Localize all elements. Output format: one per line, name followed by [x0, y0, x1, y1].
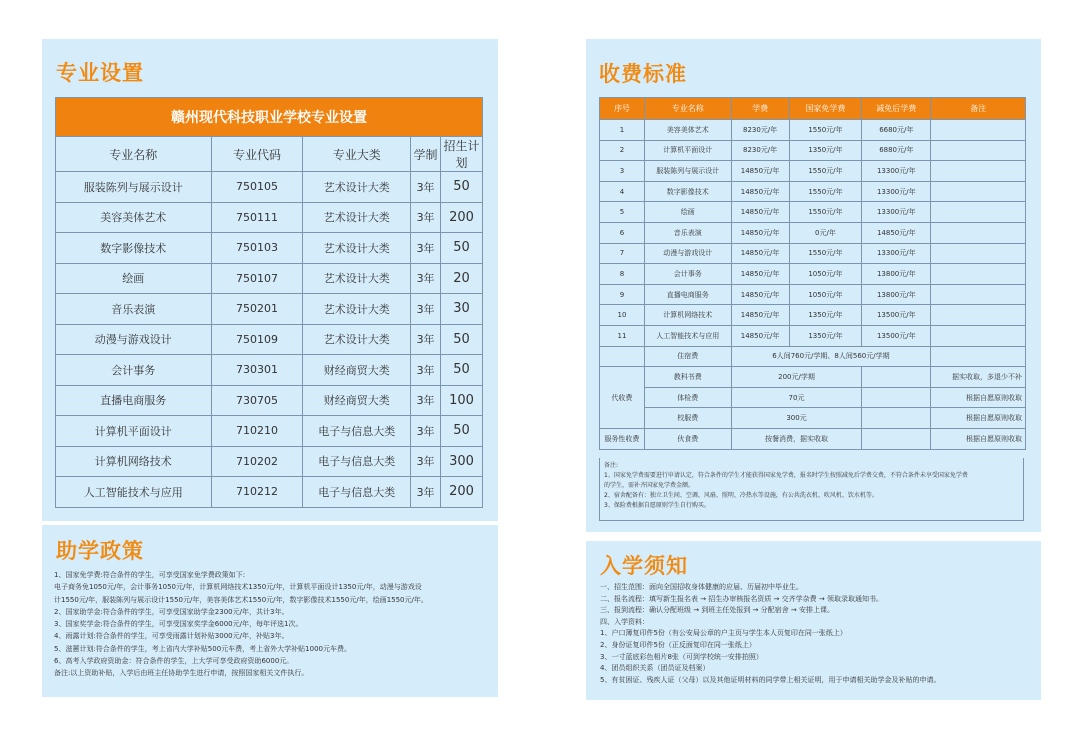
fee-major: 动漫与游戏设计 — [644, 243, 731, 264]
aid-policy-title: 助学政策 — [56, 539, 144, 563]
major-duration: 3年 — [411, 263, 441, 294]
major-code: 710210 — [211, 416, 303, 447]
fee-note-line: 3、保险费根据自愿原则学生自行购买。 — [604, 502, 710, 509]
fee-index: 9 — [600, 284, 645, 305]
fee-tuition: 8230元/年 — [731, 120, 789, 141]
fee-remark — [931, 161, 1026, 182]
fee-tuition: 14850元/年 — [731, 305, 789, 326]
fee-exemption: 1350元/年 — [789, 140, 862, 161]
fee-note-line: 2、宿舍配备有：独立卫生间、空调、风扇、照明、冷热水等设施，有公共洗衣机、吹风机、饮水机等。 — [604, 492, 878, 499]
major-quota: 100 — [441, 385, 483, 416]
fee-remark — [931, 222, 1026, 243]
fee-remark — [931, 181, 1026, 202]
majors-table — [55, 97, 483, 508]
major-category: 艺术设计大类 — [303, 324, 411, 355]
major-code: 750201 — [211, 294, 303, 325]
fee-row — [600, 202, 1026, 223]
fee-remark — [931, 243, 1026, 264]
fee-index: 10 — [600, 305, 645, 326]
major-duration: 3年 — [411, 355, 441, 386]
service-row — [600, 428, 1026, 449]
fee-net: 13800元/年 — [862, 264, 931, 285]
fee-major: 绘画 — [644, 202, 731, 223]
major-quota: 20 — [441, 263, 483, 294]
major-name: 绘画 — [56, 263, 212, 294]
fee-row — [600, 264, 1026, 285]
lodging-row — [600, 346, 1026, 367]
fee-row — [600, 120, 1026, 141]
major-quota: 50 — [441, 416, 483, 447]
major-category: 艺术设计大类 — [303, 294, 411, 325]
fee-remark — [931, 325, 1026, 346]
fee-major: 计算机平面设计 — [644, 140, 731, 161]
fee-exemption: 1550元/年 — [789, 243, 862, 264]
major-code: 750107 — [211, 263, 303, 294]
fee-major: 美容美体艺术 — [644, 120, 731, 141]
fee-net: 6680元/年 — [862, 120, 931, 141]
fee-row — [600, 284, 1026, 305]
major-category: 电子与信息大类 — [303, 446, 411, 477]
aid-policy-line: 3、国家奖学金:符合条件的学生，可享受国家奖学金6000元/年，每年评选1次。 — [54, 620, 303, 629]
fee-major: 会计事务 — [644, 264, 731, 285]
header-cell: 减免后学费 — [862, 98, 931, 120]
fee-major: 数字影像技术 — [644, 181, 731, 202]
fee-index: 3 — [600, 161, 645, 182]
major-duration: 3年 — [411, 202, 441, 233]
major-row — [56, 233, 483, 264]
major-category: 艺术设计大类 — [303, 202, 411, 233]
fee-row — [600, 222, 1026, 243]
fee-net: 13300元/年 — [862, 181, 931, 202]
fee-exemption: 1550元/年 — [789, 181, 862, 202]
fee-row — [600, 181, 1026, 202]
major-row — [56, 172, 483, 203]
fee-row — [600, 325, 1026, 346]
major-quota: 300 — [441, 446, 483, 477]
major-duration: 3年 — [411, 385, 441, 416]
aid-policy-line: 备注:以上资助补贴，入学后由班主任协助学生进行申请，按照国家相关文件执行。 — [54, 669, 309, 678]
major-row — [56, 202, 483, 233]
major-quota: 50 — [441, 172, 483, 203]
fee-tuition: 14850元/年 — [731, 222, 789, 243]
majors-header-row — [56, 137, 483, 172]
fee-tuition: 14850元/年 — [731, 181, 789, 202]
fee-tuition: 8230元/年 — [731, 140, 789, 161]
enrollment-line: 4、团员组织关系（团员证及档案） — [600, 664, 710, 673]
fee-item-note: 根据自愿原则收取 — [931, 387, 1026, 408]
header-cell: 序号 — [600, 98, 645, 120]
major-duration: 3年 — [411, 477, 441, 508]
fee-index: 11 — [600, 325, 645, 346]
fee-index: 1 — [600, 120, 645, 141]
major-row — [56, 477, 483, 508]
service-label: 服务性收费 — [600, 428, 645, 449]
fee-index: 2 — [600, 140, 645, 161]
major-category: 财经商贸大类 — [303, 385, 411, 416]
major-category: 电子与信息大类 — [303, 416, 411, 447]
enrollment-line: 5、有贫困证、残疾人证（父母）以及其他证明材料的同学带上相关证明，用于申请相关助学金及补贴的申请。 — [600, 675, 941, 684]
major-category: 电子与信息大类 — [303, 477, 411, 508]
major-row — [56, 263, 483, 294]
daishou-row — [600, 367, 1026, 388]
major-duration: 3年 — [411, 294, 441, 325]
fee-item-value: 300元 — [731, 408, 862, 429]
aid-policy-line: 2、国家助学金:符合条件的学生，可享受国家助学金2300元/年，共计3年。 — [54, 607, 289, 616]
major-code: 750111 — [211, 202, 303, 233]
fee-net: 13300元/年 — [862, 202, 931, 223]
major-name: 动漫与游戏设计 — [56, 324, 212, 355]
fees-notes — [599, 458, 1024, 521]
major-quota: 30 — [441, 294, 483, 325]
aid-policy-line: 4、雨露计划:符合条件的学生，可享受雨露计划补贴3000元/年，补贴3年。 — [54, 632, 289, 641]
header-cell: 学费 — [731, 98, 789, 120]
major-category: 财经商贸大类 — [303, 355, 411, 386]
major-code: 710202 — [211, 446, 303, 477]
daishou-row — [600, 408, 1026, 429]
fee-exemption: 1350元/年 — [789, 305, 862, 326]
major-name: 服装陈列与展示设计 — [56, 172, 212, 203]
major-row — [56, 355, 483, 386]
major-row — [56, 385, 483, 416]
fees-title: 收费标准 — [599, 62, 687, 86]
fee-row — [600, 140, 1026, 161]
fee-index: 4 — [600, 181, 645, 202]
enrollment-line: 一、招生范围：面向全国招收身体健康的应届、历届初中毕业生。 — [600, 583, 803, 591]
fee-item-name: 体检费 — [644, 387, 731, 408]
fee-exemption: 1550元/年 — [789, 161, 862, 182]
fee-note-line: 备注: — [604, 462, 619, 469]
fee-exemption: 1550元/年 — [789, 120, 862, 141]
enrollment-text — [600, 582, 940, 686]
fee-net: 13300元/年 — [862, 161, 931, 182]
daishou-label: 代收费 — [600, 367, 645, 429]
major-code: 730301 — [211, 355, 303, 386]
major-name: 数字影像技术 — [56, 233, 212, 264]
major-category: 艺术设计大类 — [303, 172, 411, 203]
fee-row — [600, 243, 1026, 264]
major-name: 人工智能技术与应用 — [56, 477, 212, 508]
fee-index: 5 — [600, 202, 645, 223]
fee-net: 13800元/年 — [862, 284, 931, 305]
major-quota: 50 — [441, 233, 483, 264]
aid-policy-text — [54, 569, 428, 680]
fee-major: 计算机网络技术 — [644, 305, 731, 326]
fee-exemption: 1050元/年 — [789, 264, 862, 285]
fee-exemption: 1050元/年 — [789, 284, 862, 305]
fee-item-value: 70元 — [731, 387, 862, 408]
majors-table-caption: 赣州现代科技职业学校专业设置 — [56, 98, 483, 137]
enrollment-line: 二、报名流程：填写新生报名表 → 招生办审核报名资质 → 交齐学杂费 → 领取录取通知书。 — [600, 594, 883, 603]
major-duration: 3年 — [411, 172, 441, 203]
aid-policy-line: 计1550元/年，服装陈列与展示设计1550元/年，美容美体艺术1550元/年，数字影像技术1550元/年，绘画1550元/年。 — [54, 595, 428, 604]
fee-row — [600, 305, 1026, 326]
fee-item-note: 根据自愿原则收取 — [931, 408, 1026, 429]
fee-major: 人工智能技术与应用 — [644, 325, 731, 346]
aid-policy-line: 1、国家免学费:符合条件的学生，可享受国家免学费政策如下: — [54, 571, 246, 579]
fee-remark — [931, 202, 1026, 223]
header-cell: 招生计划 — [441, 137, 483, 172]
major-code: 750103 — [211, 233, 303, 264]
enrollment-line: 四、入学资料： — [600, 617, 649, 626]
major-row — [56, 416, 483, 447]
lodging-label: 住宿费 — [644, 346, 731, 367]
lodging-value: 6人间760元/学期、8人间560元/学期 — [731, 346, 931, 367]
major-name: 美容美体艺术 — [56, 202, 212, 233]
fee-major: 直播电商服务 — [644, 284, 731, 305]
fee-remark — [931, 120, 1026, 141]
major-quota: 50 — [441, 355, 483, 386]
enrollment-line: 2、身份证复印件5份（正反面复印在同一张纸上） — [600, 640, 756, 649]
fee-item-note: 据实收取，多退少不补 — [931, 367, 1026, 388]
major-quota: 200 — [441, 477, 483, 508]
fee-tuition: 14850元/年 — [731, 325, 789, 346]
fee-tuition: 14850元/年 — [731, 161, 789, 182]
major-name: 直播电商服务 — [56, 385, 212, 416]
aid-policy-line: 5、滋蕙计划:符合条件的学生，考上省内大学补贴500元车费，考上省外大学补贴1000元车费。 — [54, 644, 351, 653]
fee-item-value: 200元/学期 — [731, 367, 862, 388]
fee-tuition: 14850元/年 — [731, 243, 789, 264]
fee-note-line: 1、国家免学费需要进行申请认定，符合条件的学生才能获得国家免学费，报名时学生按照减免后学费交费，不符合条件未享受国家免学费 — [604, 472, 968, 479]
header-cell: 专业大类 — [303, 137, 411, 172]
major-name: 会计事务 — [56, 355, 212, 386]
fee-tuition: 14850元/年 — [731, 264, 789, 285]
fees-table — [599, 97, 1026, 450]
fee-net: 14850元/年 — [862, 222, 931, 243]
fee-index: 8 — [600, 264, 645, 285]
fee-index: 7 — [600, 243, 645, 264]
daishou-row — [600, 387, 1026, 408]
major-code: 730705 — [211, 385, 303, 416]
aid-policy-line: 电子商务免1050元/年，会计事务1050元/年，计算机网络技术1350元/年，计算机平面设计1350元/年，动漫与游戏设 — [54, 583, 422, 592]
major-code: 710212 — [211, 477, 303, 508]
service-note: 根据自愿原则收取 — [931, 428, 1026, 449]
enrollment-line: 1、户口簿复印件5份（有公安局公章的户主页与学生本人页复印在同一张纸上） — [600, 629, 847, 638]
fee-net: 13500元/年 — [862, 305, 931, 326]
fee-net: 6880元/年 — [862, 140, 931, 161]
fee-tuition: 14850元/年 — [731, 202, 789, 223]
fee-remark — [931, 140, 1026, 161]
fee-item-name: 校服费 — [644, 408, 731, 429]
aid-policy-line: 6、高考入学政府资助金：符合条件的学生，上大学可享受政府资助6000元。 — [54, 657, 294, 666]
header-cell: 专业名称 — [56, 137, 212, 172]
major-name: 计算机平面设计 — [56, 416, 212, 447]
fee-exemption: 0元/年 — [789, 222, 862, 243]
major-quota: 200 — [441, 202, 483, 233]
fee-exemption: 1350元/年 — [789, 325, 862, 346]
major-row — [56, 294, 483, 325]
fee-row — [600, 161, 1026, 182]
fee-index: 6 — [600, 222, 645, 243]
major-code: 750105 — [211, 172, 303, 203]
header-cell: 专业名称 — [644, 98, 731, 120]
enrollment-title: 入学须知 — [600, 554, 688, 578]
fee-note-line: 的学生，需补齐国家免学费金额。 — [604, 482, 695, 489]
fee-net: 13300元/年 — [862, 243, 931, 264]
major-duration: 3年 — [411, 233, 441, 264]
enrollment-line: 三、报到流程：确认分配班级 → 到班主任处报到 → 分配宿舍 → 安排上课。 — [600, 606, 834, 615]
major-category: 艺术设计大类 — [303, 263, 411, 294]
fee-remark — [931, 284, 1026, 305]
fee-remark — [931, 305, 1026, 326]
fee-tuition: 14850元/年 — [731, 284, 789, 305]
enrollment-line: 3、一寸蓝底彩色相片8张（可到学校统一安排拍照） — [600, 652, 763, 661]
service-name: 伙食费 — [644, 428, 731, 449]
header-cell: 备注 — [931, 98, 1026, 120]
header-cell: 学制 — [411, 137, 441, 172]
major-row — [56, 446, 483, 477]
fee-exemption: 1550元/年 — [789, 202, 862, 223]
major-duration: 3年 — [411, 446, 441, 477]
fee-remark — [931, 264, 1026, 285]
major-quota: 50 — [441, 324, 483, 355]
service-value: 按餐消费，据实收取 — [731, 428, 862, 449]
major-duration: 3年 — [411, 416, 441, 447]
fee-item-name: 教科书费 — [644, 367, 731, 388]
major-name: 音乐表演 — [56, 294, 212, 325]
major-code: 750109 — [211, 324, 303, 355]
major-category: 艺术设计大类 — [303, 233, 411, 264]
header-cell: 专业代码 — [211, 137, 303, 172]
fee-net: 13500元/年 — [862, 325, 931, 346]
majors-title: 专业设置 — [56, 61, 144, 85]
header-cell: 国家免学费 — [789, 98, 862, 120]
fee-major: 服装陈列与展示设计 — [644, 161, 731, 182]
fee-major: 音乐表演 — [644, 222, 731, 243]
major-row — [56, 324, 483, 355]
major-duration: 3年 — [411, 324, 441, 355]
fees-header-row — [600, 98, 1026, 120]
major-name: 计算机网络技术 — [56, 446, 212, 477]
